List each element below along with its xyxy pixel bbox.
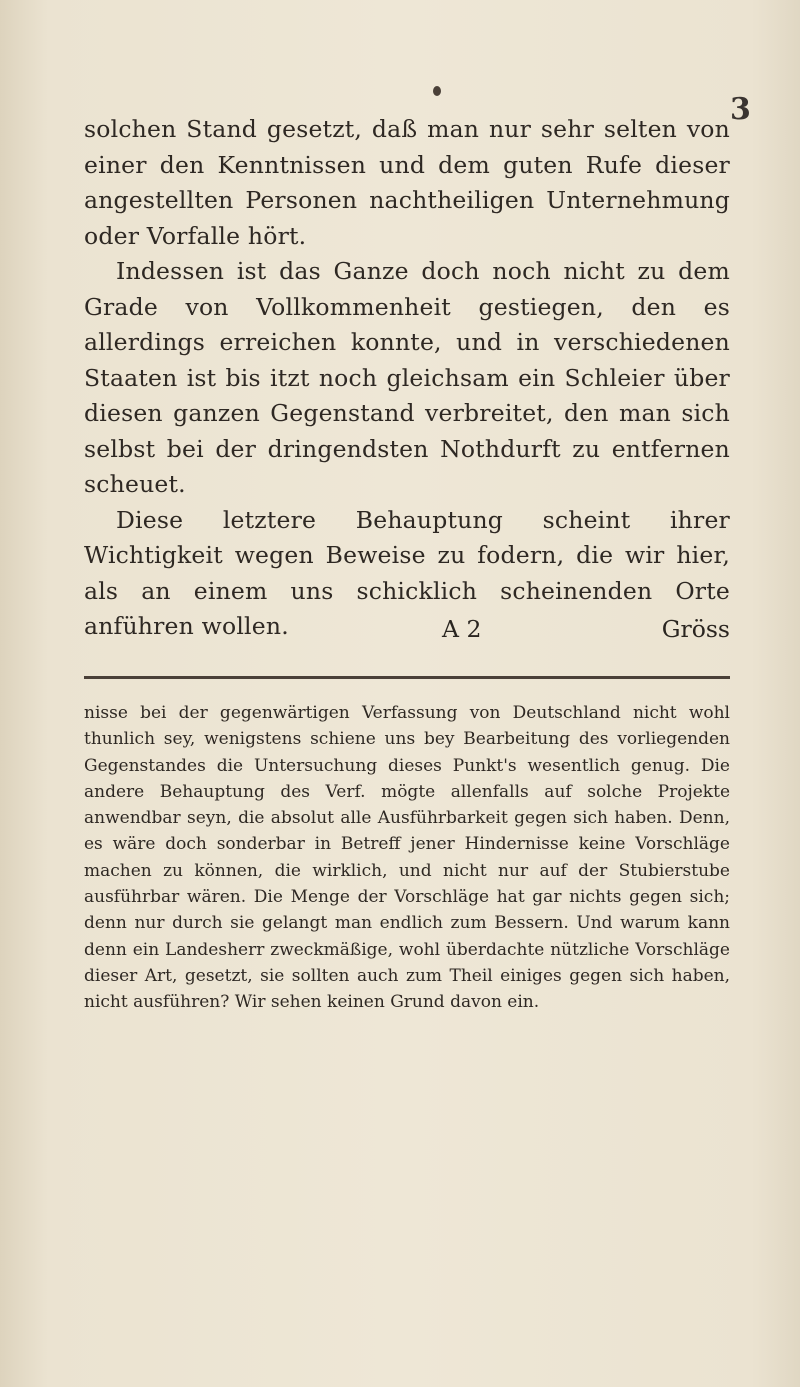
catchword: Gröss xyxy=(661,615,730,643)
footnote-divider xyxy=(84,676,730,679)
ink-speck xyxy=(433,86,441,96)
footnote-paragraph: nisse bei der gegenwärtigen Verfassung von Deutschland nicht wohl thunlich sey, wenigstens schiene uns bey Bearbeitung des vorliegenden Gegenstandes die Untersuchung dieses Punkt's wesentlich genug. Die andere Behauptung des Verf. mögte allenfalls auf solche Projekte anwendbar seyn, die absolut alle Ausführbarkeit gegen sich haben. Denn, es wäre doch sonderbar in Betreff jener Hindernisse keine Vorschläge machen zu können, die wirklich, und nicht nur auf der Stubierstube ausführbar wären. Die Menge der Vorschläge hat gar nichts gegen sich; denn nur durch sie gelangt man endlich zum Bessern. Und warum kann denn ein Landesherr zweckmäßige, wohl überdachte nützliche Vorschläge dieser Art, gesetzt, sie sollten auch zum Theil einiges gegen sich haben, nicht ausführen? Wir sehen keinen Grund davon ein. xyxy=(84,703,730,1013)
paragraph-3: Diese letztere Behauptung scheint ihrer Wichtigkeit wegen Beweise zu fodern, die wir hier, als an einem uns schicklich scheinenden Orte anführen wollen. xyxy=(84,505,730,640)
main-text xyxy=(84,112,730,645)
signature-line xyxy=(84,615,730,655)
paragraph-2: Indessen ist das Ganze doch noch nicht zu dem Grade von Vollkommenheit gestiegen, den es allerdings erreichen konnte, und in verschiedenen Staaten ist bis itzt noch gleichsam ein Schleier über diesen ganzen Gegenstand verbreitet, den man sich selbst bei der dringendsten Nothdurft zu entfernen scheuet. xyxy=(84,257,730,498)
footnote xyxy=(84,700,730,1016)
paragraph-1: solchen Stand gesetzt, daß man nur sehr selten von einer den Kenntnissen und dem guten Rufe dieser angestellten Personen nachtheiligen Unternehmung oder Vorfalle hört. xyxy=(84,115,730,250)
signature-mark: A 2 xyxy=(442,615,482,643)
page-number: 3 xyxy=(730,92,751,127)
